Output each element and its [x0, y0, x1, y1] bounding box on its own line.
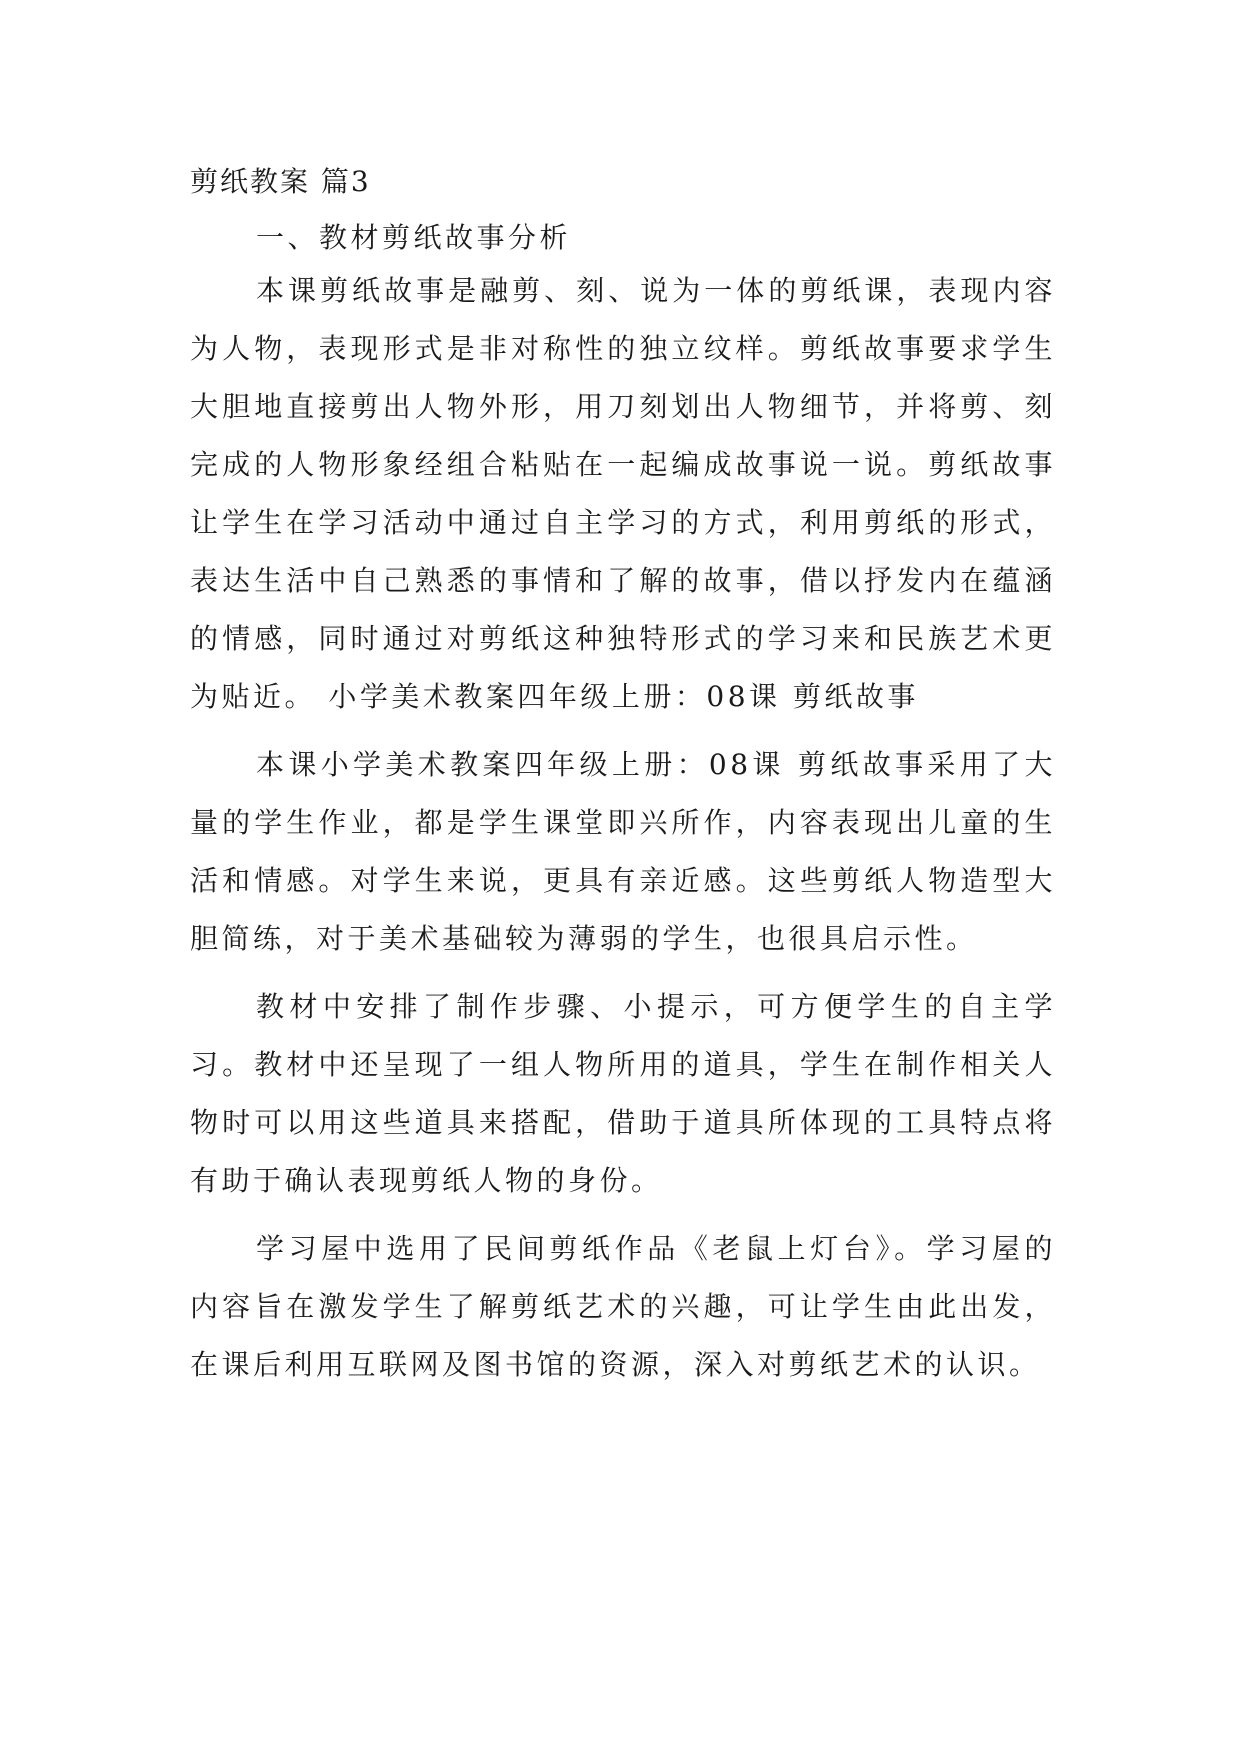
section-heading: 一、教材剪纸故事分析	[256, 221, 572, 254]
paragraph-2: 本课小学美术教案四年级上册：08课 剪纸故事采用了大量的学生作业，都是学生课堂即兴所作，内容表现出儿童的生活和情感。对学生来说，更具有亲近感。这些剪纸人物造型大胆简练，对于美术基础较为薄弱的学生，也很具启示性。	[190, 748, 1056, 955]
paragraph-gap	[190, 1210, 1056, 1220]
paragraph-gap	[190, 968, 1056, 978]
document-body	[190, 162, 1056, 1394]
paragraph-3: 教材中安排了制作步骤、小提示，可方便学生的自主学习。教材中还呈现了一组人物所用的道具，学生在制作相关人物时可以用这些道具来搭配，借助于道具所体现的工具特点将有助于确认表现剪纸人物的身份。	[190, 990, 1056, 1197]
document-title: 剪纸教案 篇3	[190, 165, 371, 198]
paragraph-4: 学习屋中选用了民间剪纸作品《老鼠上灯台》。学习屋的内容旨在激发学生了解剪纸艺术的兴趣，可让学生由此出发，在课后利用互联网及图书馆的资源，深入对剪纸艺术的认识。	[190, 1232, 1056, 1381]
paragraph-1: 本课剪纸故事是融剪、刻、说为一体的剪纸课，表现内容为人物，表现形式是非对称性的独立纹样。剪纸故事要求学生大胆地直接剪出人物外形，用刀刻划出人物细节，并将剪、刻完成的人物形象经组合粘贴在一起编成故事说一说。剪纸故事让学生在学习活动中通过自主学习的方式，利用剪纸的形式，表达生活中自己熟悉的事情和了解的故事，借以抒发内在蕴涵的情感，同时通过对剪纸这种独特形式的学习来和民族艺术更为贴近。 小学美术教案四年级上册：08课 剪纸故事	[190, 274, 1056, 713]
paragraph-gap	[190, 726, 1056, 736]
